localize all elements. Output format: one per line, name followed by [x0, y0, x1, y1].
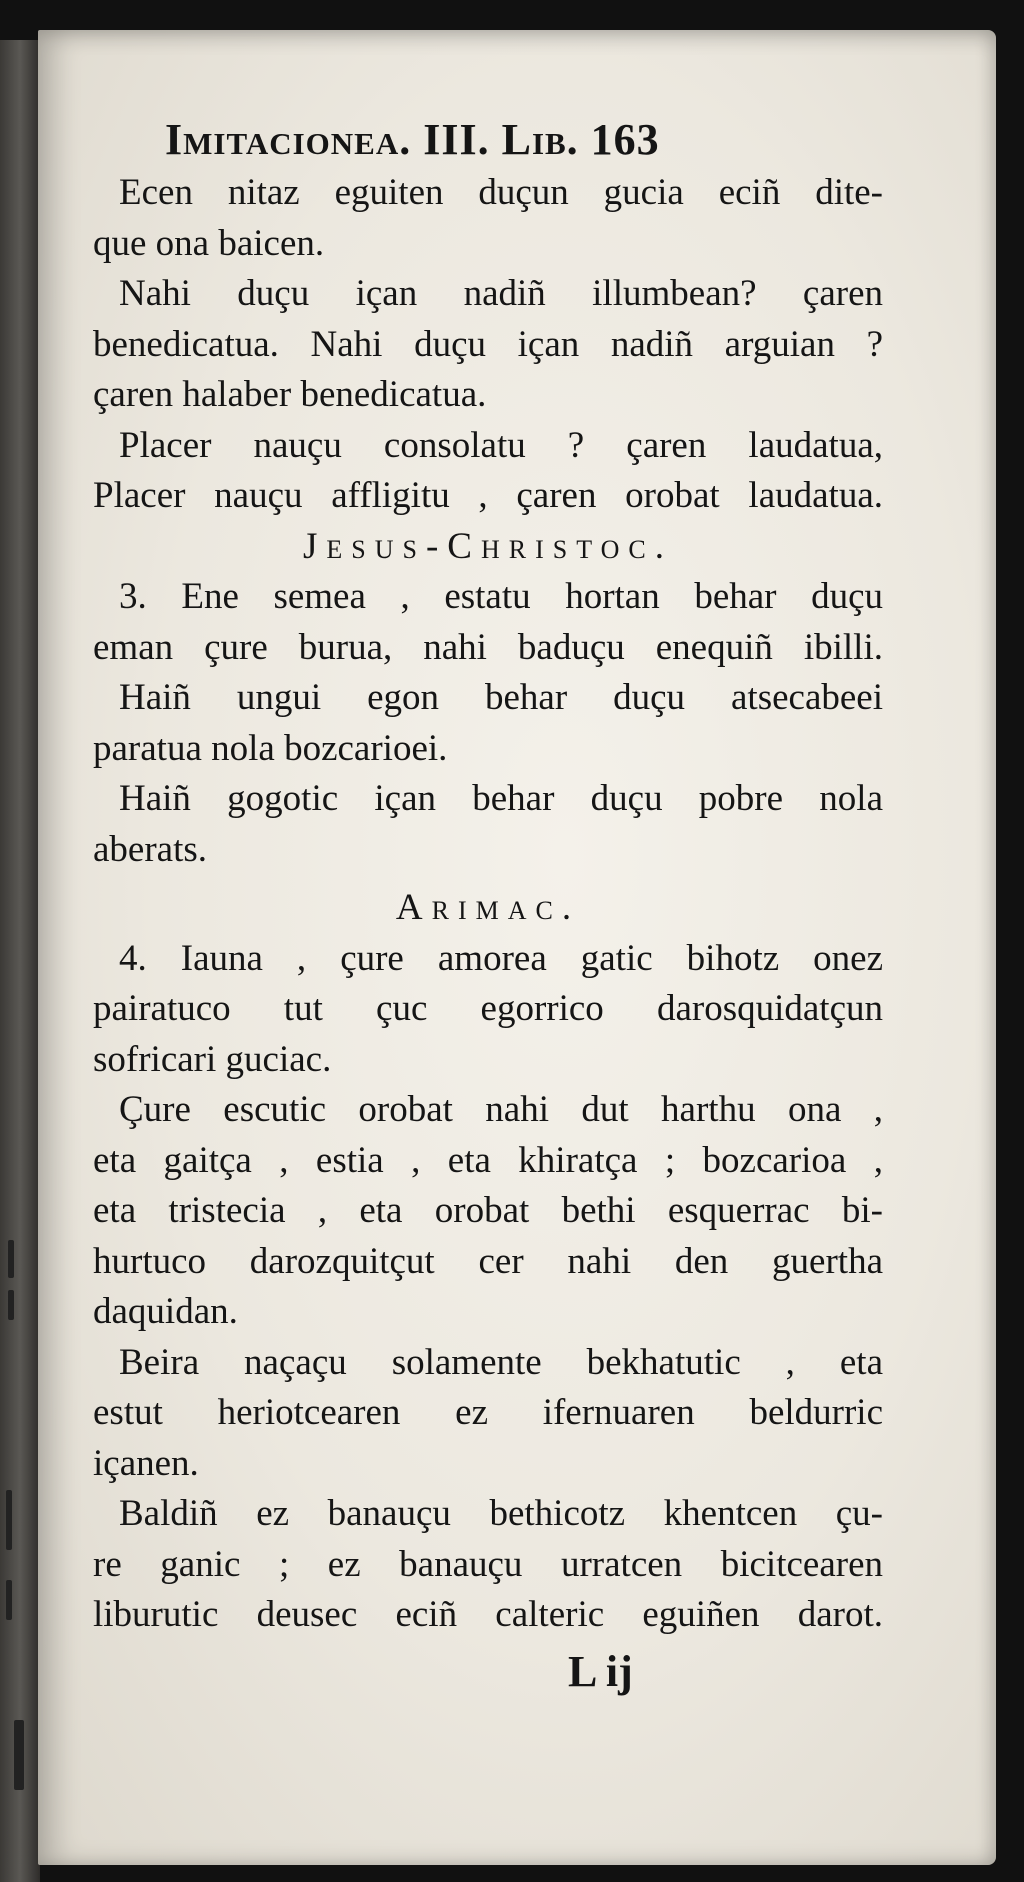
text-line: Haiñ gogotic içan behar duçu pobre nola — [119, 778, 883, 819]
text-line: Çure escutic orobat nahi dut harthu ona , — [119, 1089, 883, 1130]
speaker-heading: Jesus-Christoc. — [303, 525, 673, 567]
edge-mark — [6, 1580, 12, 1620]
edge-mark — [8, 1290, 14, 1320]
text-line: paratua nola bozcarioei. — [93, 727, 448, 769]
text-line: aberats. — [93, 828, 208, 870]
text-line: eman çure burua, nahi baduçu enequiñ ibilli. — [93, 626, 883, 668]
text-line: Placer nauçu consolatu ? çaren laudatua, — [119, 424, 883, 466]
speaker-heading: Arimac. — [395, 887, 581, 928]
edge-mark — [8, 1240, 14, 1278]
text-line: eta tristecia , eta orobat bethi esquerrac bi- — [93, 1190, 883, 1231]
text-line: içanen. — [93, 1442, 199, 1484]
text-line: Ecen nitaz eguiten duçun gucia eciñ dite- — [119, 172, 883, 213]
text-line: pairatuco tut çuc egorrico darosquidatçun — [93, 988, 883, 1029]
text-line: Beira naçaçu solamente bekhatutic , eta — [119, 1341, 883, 1383]
edge-mark — [6, 1490, 12, 1550]
text-line: Nahi duçu içan nadiñ illumbean? çaren — [119, 273, 883, 314]
text-line: 3. Ene semea , estatu hortan behar duçu — [119, 576, 883, 617]
text-line: re ganic ; ez banauçu urratcen bicitcearen — [93, 1543, 883, 1585]
text-line: Baldiñ ez banauçu bethicotz khentcen çu- — [119, 1493, 883, 1534]
text-line: hurtuco darozquitçut cer nahi den guertha — [93, 1240, 883, 1282]
text-line: sofricari guciac. — [93, 1038, 332, 1080]
text-line: 4. Iauna , çure amorea gatic bihotz onez — [119, 937, 883, 979]
text-line: que ona baicen. — [93, 222, 325, 264]
page-body — [93, 112, 883, 1641]
edge-mark — [14, 1720, 24, 1790]
text-line: Placer nauçu affligitu , çaren orobat laudatua. — [93, 475, 883, 516]
text-line: çaren halaber benedicatua. — [93, 374, 487, 415]
text-line: benedicatua. Nahi duçu içan nadiñ arguian ? — [93, 323, 883, 365]
text-line: estut heriotcearen ez ifernuaren beldurric — [93, 1392, 883, 1433]
text-line: liburutic deusec eciñ calteric eguiñen darot. — [93, 1594, 883, 1635]
paper-page — [38, 30, 996, 1865]
text-line: Haiñ ungui egon behar duçu atsecabeei — [119, 677, 883, 718]
text-line: eta gaitça , estia , eta khiratça ; bozcarioa , — [93, 1139, 883, 1181]
running-header: Imitacionea. III. Lib. 163 — [165, 115, 660, 164]
signature-mark: L ij — [568, 1647, 633, 1696]
text-line: daquidan. — [93, 1291, 238, 1332]
